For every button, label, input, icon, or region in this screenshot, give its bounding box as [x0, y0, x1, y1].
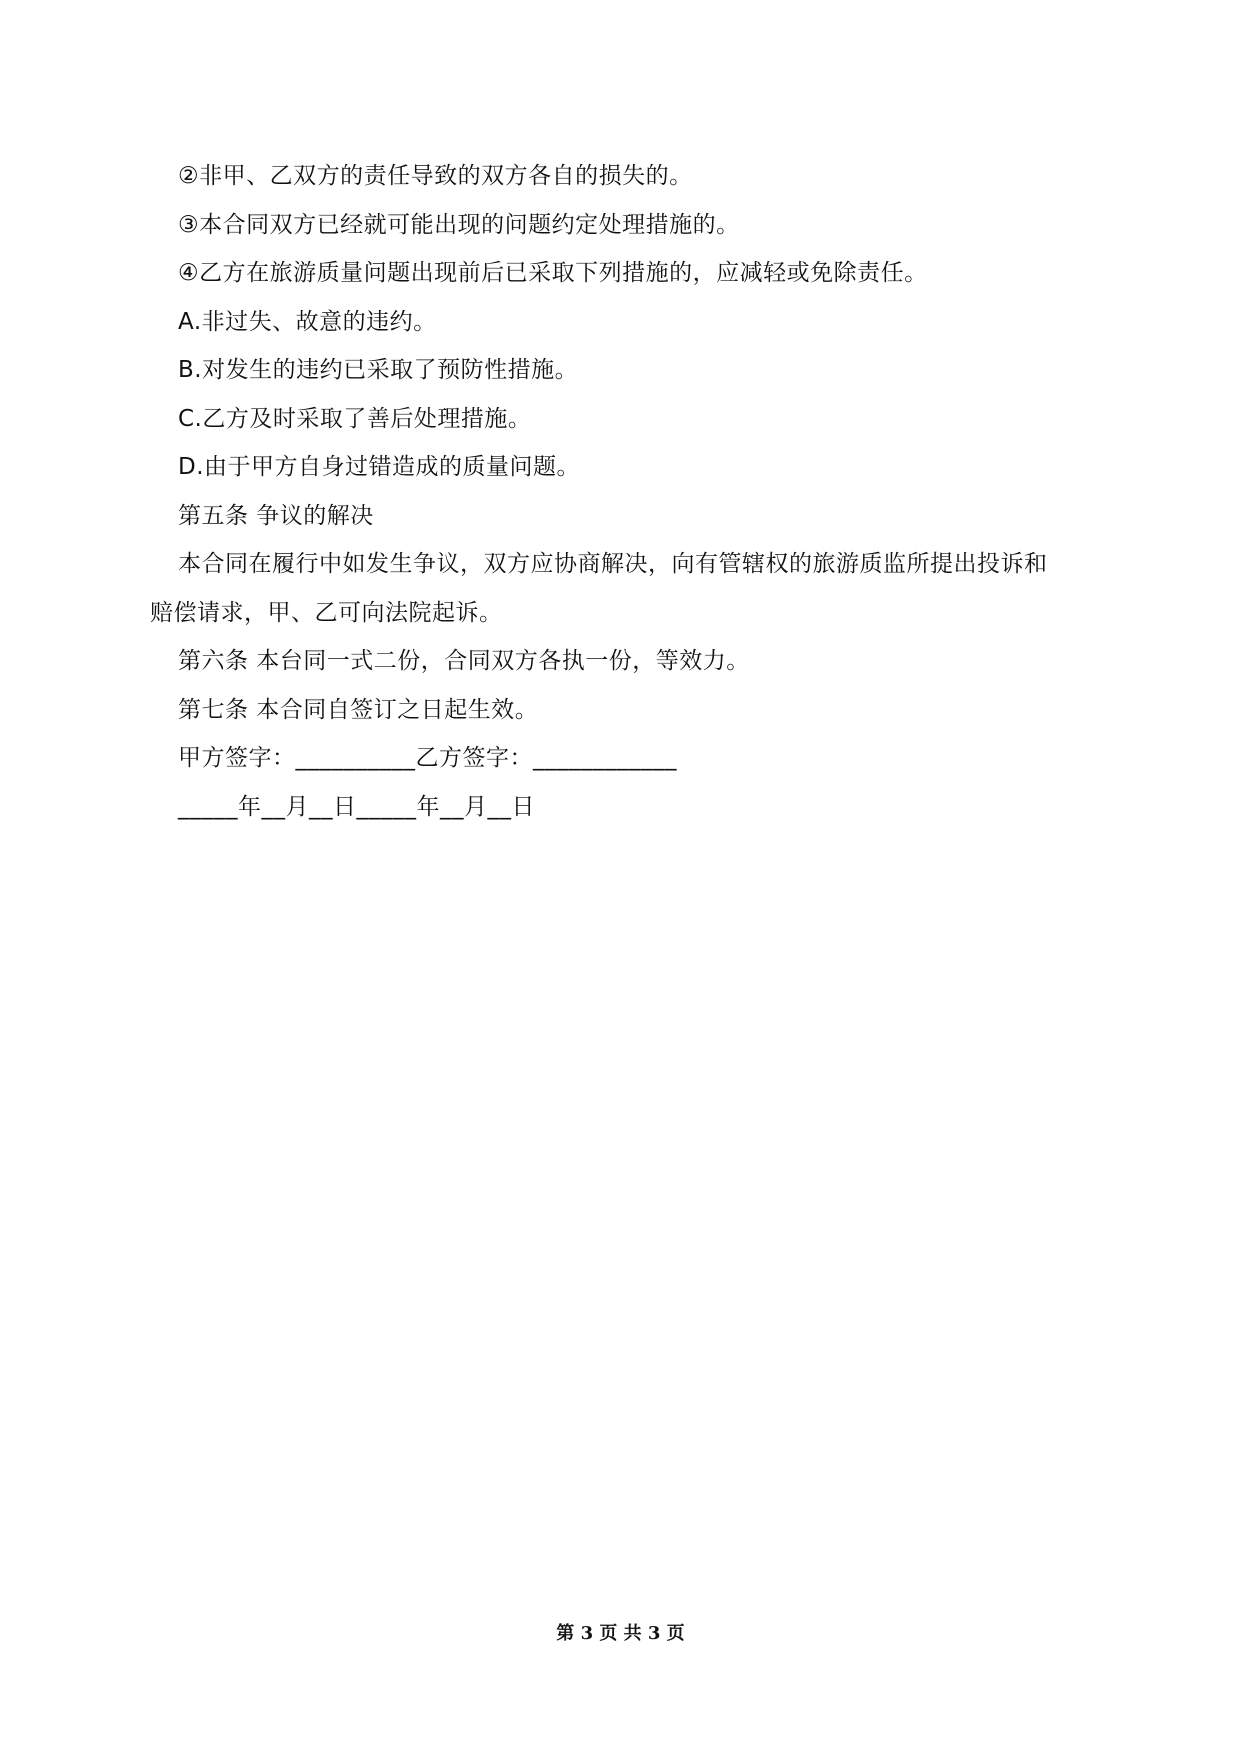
- article-5-heading: 第五条 争议的解决: [178, 503, 374, 529]
- sub-item-b: B.对发生的违约已采取了预防性措施。: [178, 357, 579, 383]
- clause-item-2: ②非甲、乙双方的责任导致的双方各自的损失的。: [178, 163, 693, 189]
- article-7: 第七条 本合同自签订之日起生效。: [178, 697, 539, 723]
- sub-item-c: C.乙方及时采取了善后处理措施。: [178, 406, 532, 432]
- page-number-footer: 第 3 页 共 3 页: [556, 1623, 685, 1644]
- article-5-paragraph-line-1: 本合同在履行中如发生争议，双方应协商解决，向有管辖权的旅游质监所提出投诉和: [178, 551, 1048, 577]
- sub-item-d: D.由于甲方自身过错造成的质量问题。: [178, 454, 581, 480]
- clause-item-3: ③本合同双方已经就可能出现的问题约定处理措施的。: [178, 212, 740, 238]
- date-line: _____年__月__日_____年__月__日: [178, 794, 535, 820]
- signature-line: 甲方签字：__________乙方签字：____________: [178, 745, 677, 771]
- sub-item-a: A.非过失、故意的违约。: [178, 309, 437, 335]
- clause-item-4: ④乙方在旅游质量问题出现前后已采取下列措施的，应减轻或免除责任。: [178, 260, 928, 286]
- article-5-paragraph-line-2: 赔偿请求，甲、乙可向法院起诉。: [150, 600, 503, 626]
- article-6: 第六条 本台同一式二份，合同双方各执一份，等效力。: [178, 648, 750, 674]
